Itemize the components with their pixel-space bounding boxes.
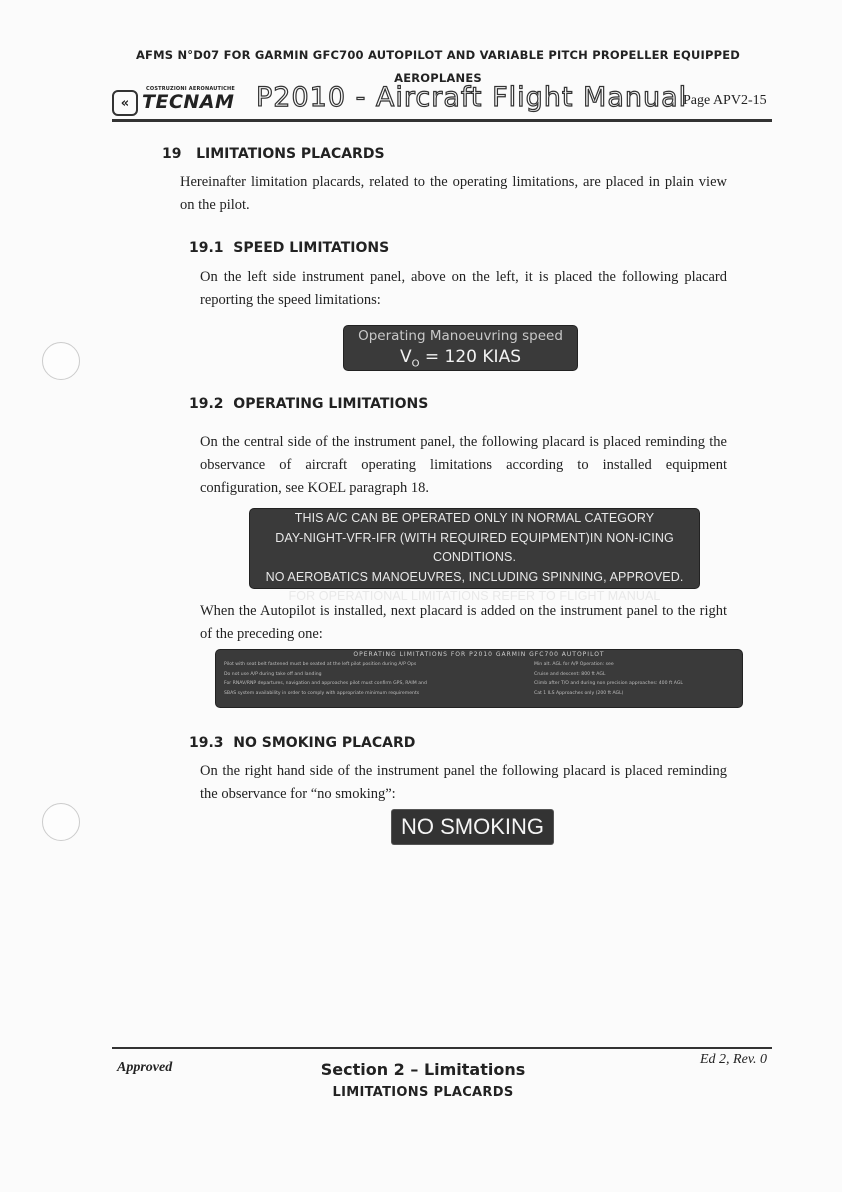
header-title-line1: AFMS N°D07 FOR GARMIN GFC700 AUTOPILOT AND VARIABLE PITCH PROPELLER EQUIPPED xyxy=(135,48,741,62)
speed-placard-label: Operating Manoeuvring speed xyxy=(358,328,563,344)
smoking-number: 19.3 xyxy=(189,735,224,751)
smoking-heading xyxy=(189,735,415,751)
no-smoking-placard: NO SMOKING xyxy=(392,810,553,844)
manual-title: P2010 - Aircraft Flight Manual xyxy=(256,82,688,113)
speed-title: SPEED LIMITATIONS xyxy=(233,240,390,256)
footer-section-title: Section 2 – Limitations xyxy=(320,1060,526,1079)
punch-hole xyxy=(42,342,80,380)
operating-heading xyxy=(189,396,428,412)
speed-placard-sub: O xyxy=(411,358,420,370)
speed-text: On the left side instrument panel, above on the left, it is placed the following placard reporting the speed limitations: xyxy=(200,269,727,308)
operating-placard xyxy=(250,509,699,603)
speed-placard-value xyxy=(344,347,577,374)
operating-placard-line: NO AEROBATICS MANOEUVRES, INCLUDING SPINNING, APPROVED. xyxy=(265,569,684,584)
autopilot-placard-row xyxy=(216,679,742,689)
autopilot-row-left: SBAS system availability in order to comply with appropriate minimum requirements xyxy=(224,690,420,696)
footer-section xyxy=(250,1058,596,1104)
operating-placard-line: THIS A/C CAN BE OPERATED ONLY IN NORMAL CATEGORY xyxy=(294,511,655,525)
speed-placard-v: V xyxy=(399,347,412,367)
footer-approved: Approved xyxy=(117,1060,173,1075)
smoking-text: On the right hand side of the instrument panel the following placard is placed reminding the observance for “no smoking”: xyxy=(200,763,727,802)
speed-heading xyxy=(189,240,389,256)
autopilot-row-right: Cruise and descent: 800 ft AGL xyxy=(534,671,606,677)
speed-number: 19.1 xyxy=(189,240,224,256)
operating-placard-line: FOR OPERATIONAL LIMITATIONS REFER TO FLIGHT MANUAL xyxy=(288,589,661,603)
section-heading xyxy=(162,146,385,162)
footer-section-subtitle: LIMITATIONS PLACARDS xyxy=(332,1085,514,1100)
autopilot-placard-row xyxy=(216,660,742,670)
autopilot-row-right: Climb after T/O and during non precision approaches: 400 ft AGL xyxy=(534,681,683,686)
header-divider xyxy=(112,119,772,122)
footer-divider xyxy=(112,1047,772,1049)
logo-subtitle: COSTRUZIONI AERONAUTICHE xyxy=(146,86,236,92)
operating-text: On the central side of the instrument panel, the following placard is placed reminding the observance of aircraft operating limitations according to installed equipment configuration, see KOEL paragraph 18. xyxy=(200,434,727,496)
footer-edition: Ed 2, Rev. 0 xyxy=(700,1052,767,1067)
tecnam-logo-text: TECNAM xyxy=(142,91,235,113)
operating-number: 19.2 xyxy=(189,396,224,412)
section-number: 19 xyxy=(162,146,182,162)
autopilot-row-left: For RNAV/RNP departures, navigation and approaches pilot must confirm GPS, RAIM and xyxy=(224,681,427,686)
operating-placard-line: DAY-NIGHT-VFR-IFR (WITH REQUIRED EQUIPMENT)IN NON-ICING CONDITIONS. xyxy=(275,530,674,564)
section-intro: Hereinafter limitation placards, related to the operating limitations, are placed in plain view on the pilot. xyxy=(180,174,727,213)
section-title: LIMITATIONS PLACARDS xyxy=(196,146,385,162)
operating-title: OPERATING LIMITATIONS xyxy=(233,396,429,412)
autopilot-text: When the Autopilot is installed, next placard is added on the instrument panel to the right of the preceding one: xyxy=(200,603,727,642)
speed-placard-kias: = 120 KIAS xyxy=(419,347,521,367)
autopilot-placard-row xyxy=(216,689,742,699)
page-number: Page APV2-15 xyxy=(683,93,767,108)
speed-placard xyxy=(344,326,577,370)
autopilot-row-right: Min alt. AGL for A/P Operation: see xyxy=(534,662,614,667)
header-title-line2: AEROPLANES xyxy=(394,71,482,85)
autopilot-placard-row xyxy=(216,670,742,680)
autopilot-row-right: Cat 1 ILS Approaches only (200 ft AGL) xyxy=(534,690,624,696)
smoking-title: NO SMOKING PLACARD xyxy=(233,735,416,751)
autopilot-row-left: Pilot with seat belt fastened must be seated at the left pilot position during A/P Ops xyxy=(224,662,417,667)
autopilot-placard xyxy=(216,650,742,707)
tecnam-logo-icon: « xyxy=(112,90,138,116)
punch-hole xyxy=(42,803,80,841)
autopilot-placard-title: OPERATING LIMITATIONS FOR P2010 GARMIN GFC700 AUTOPILOT xyxy=(353,651,605,658)
autopilot-row-left: Do not use A/P during take off and landing xyxy=(224,671,322,677)
